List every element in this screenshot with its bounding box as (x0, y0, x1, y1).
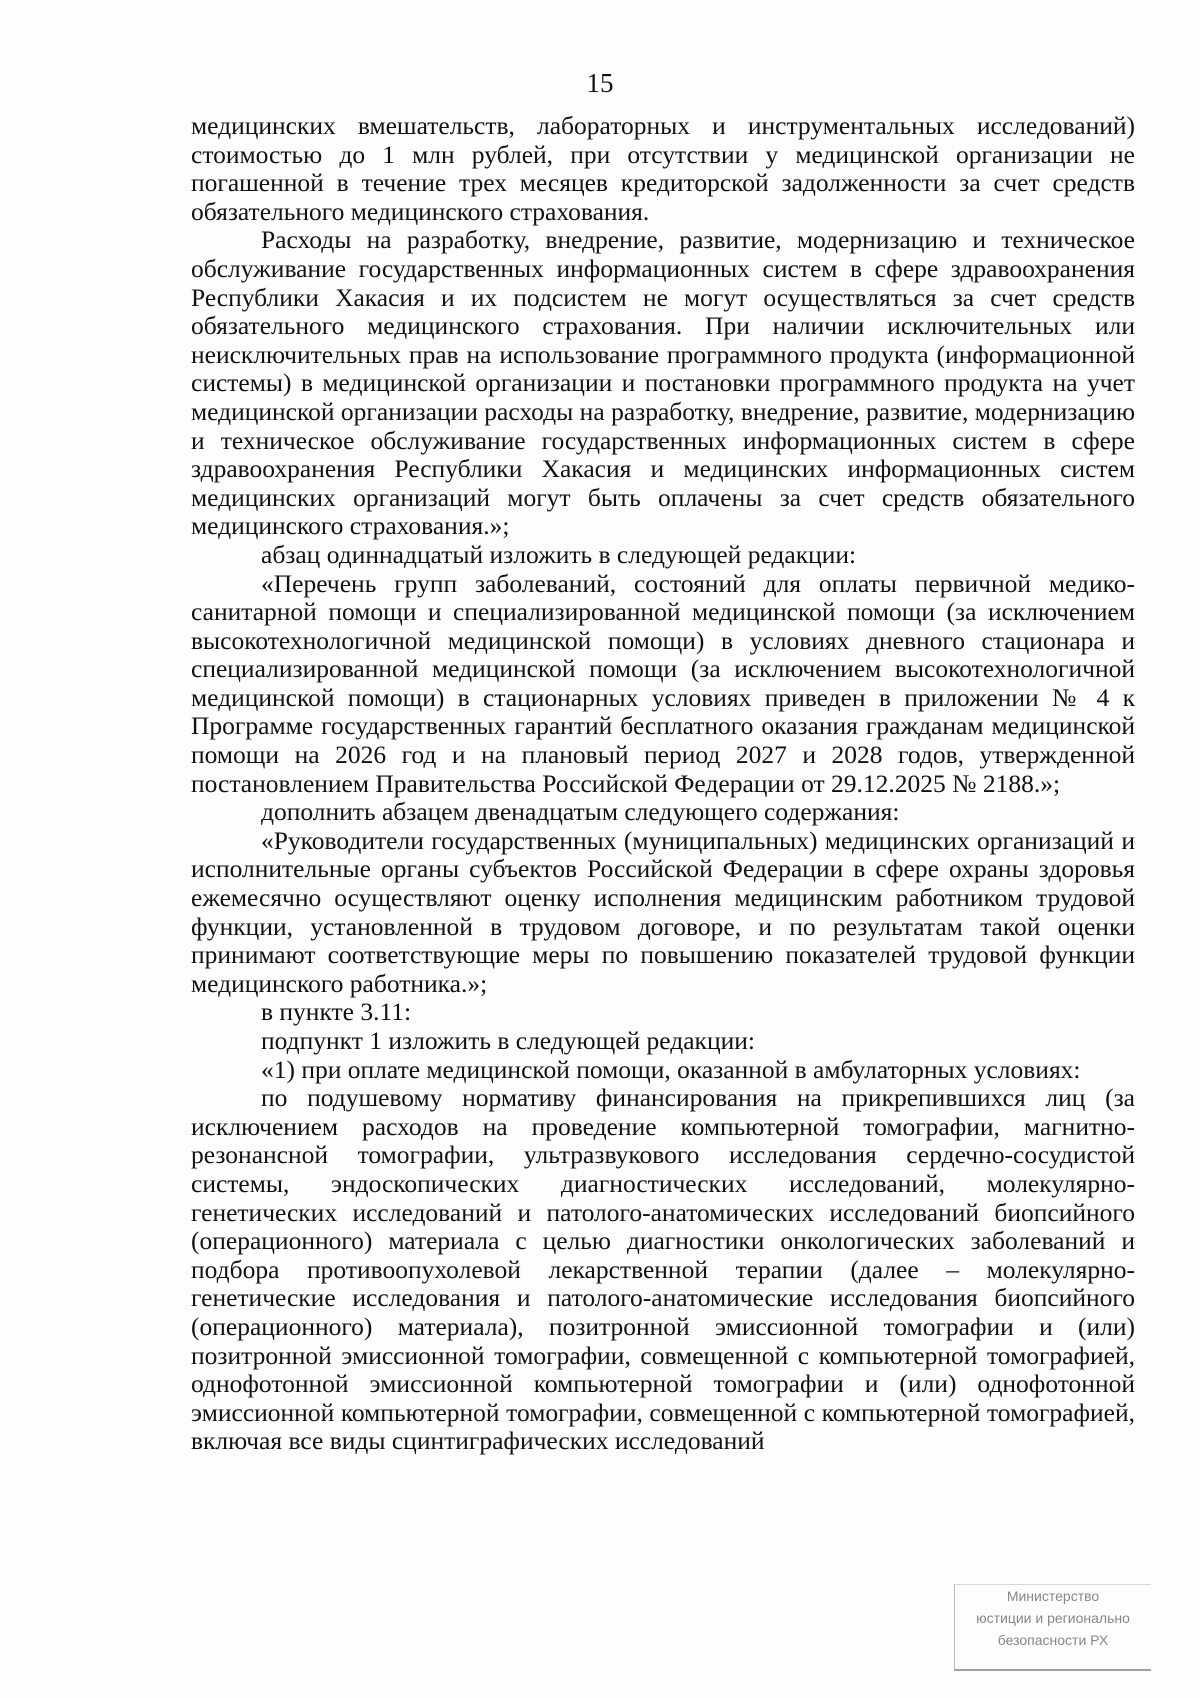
paragraph: по подушевому нормативу финансирования на прикрепившихся лиц (за исключением расходов на проведение компьютерной томографии, магнитно-резонансной томографии, ультразвукового исследования сердечно-сосудистой системы, эндоскопических диагностических исследований, молекулярно-генетических исследований и патолого-анатомических исследований биопсийного (операционного) материала с целью диагностики онкологических заболеваний и подбора противоопухолевой лекарственной терапии (далее – молекулярно-генетические исследования и патолого-анатомические исследования биопсийного (операционного) материала), позитронной эмиссионной томографии и (или) позитронной эмиссионной томографии, совмещенной с компьютерной томографией, однофотонной эмиссионной компьютерной томографии и (или) однофотонной эмиссионной компьютерной томографии, совмещенной с компьютерной томографией, включая все виды сцинтиграфических исследований (191, 1083, 1135, 1456)
page-number: 15 (586, 68, 614, 98)
document-body (191, 112, 1135, 1456)
paragraph: дополнить абзацем двенадцатым следующего содержания: (261, 797, 900, 827)
paragraph: абзац одиннадцатый изложить в следующей редакции: (261, 539, 857, 569)
stamp-line: Министерство (1006, 1588, 1100, 1604)
paragraph: «Руководители государственных (муниципальных) медицинских организаций и исполнительные органы субъектов Российской Федерации в сфере охраны здоровья ежемесячно осуществляют оценку исполнения медицинским работником трудовой функции, установленной в трудовом договоре, и по результатам такой оценки принимают соответствующие меры по повышению показателей трудовой функции медицинского работника.»; (191, 825, 1135, 998)
registration-stamp (954, 1584, 1151, 1671)
stamp-line: юстиции и регионально (976, 1610, 1130, 1626)
paragraph: «1) при оплате медицинской помощи, оказанной в амбулаторных условиях: (261, 1054, 1081, 1084)
paragraph: медицинских вмешательств, лабораторных и инструментальных исследований) стоимостью до 1 млн рублей, при отсутствии у медицинской организации не погашенной в течение трех месяцев кредиторской задолженности за счет средств обязательного медицинского страхования. (191, 111, 1135, 226)
paragraph: «Перечень групп заболеваний, состояний для оплаты первичной медико-санитарной помощи и специализированной медицинской помощи (за исключением высокотехнологичной медицинской помощи) в условиях дневного стационара и специализированной медицинской помощи (за исключением высокотехнологичной медицинской помощи) в стационарных условиях приведен в приложении № 4 к Программе государственных гарантий бесплатного оказания гражданам медицинской помощи на 2026 год и на плановый период 2027 и 2028 годов, утвержденной постановлением Правительства Российской Федерации от 29.12.2025 № 2188.»; (191, 568, 1135, 798)
stamp-line: безопасности РХ (997, 1632, 1109, 1648)
paragraph: в пункте 3.11: (261, 997, 412, 1027)
paragraph: подпункт 1 изложить в следующей редакции: (261, 1026, 755, 1055)
paragraph: Расходы на разработку, внедрение, развитие, модернизацию и техническое обслуживание государственных информационных систем в сфере здравоохранения Республики Хакасия и их подсистем не могут осуществляться за счет средств обязательного медицинского страхования. При наличии исключительных или неисключительных прав на использование программного продукта (информационной системы) в медицинской организации и постановки программного продукта на учет медицинской организации расходы на разработку, внедрение, развитие, модернизацию и техническое обслуживание государственных информационных систем в сфере здравоохранения Республики Хакасия и медицинских информационных систем медицинских организаций могут быть оплачены за счет средств обязательного медицинского страхования.»; (191, 225, 1135, 541)
